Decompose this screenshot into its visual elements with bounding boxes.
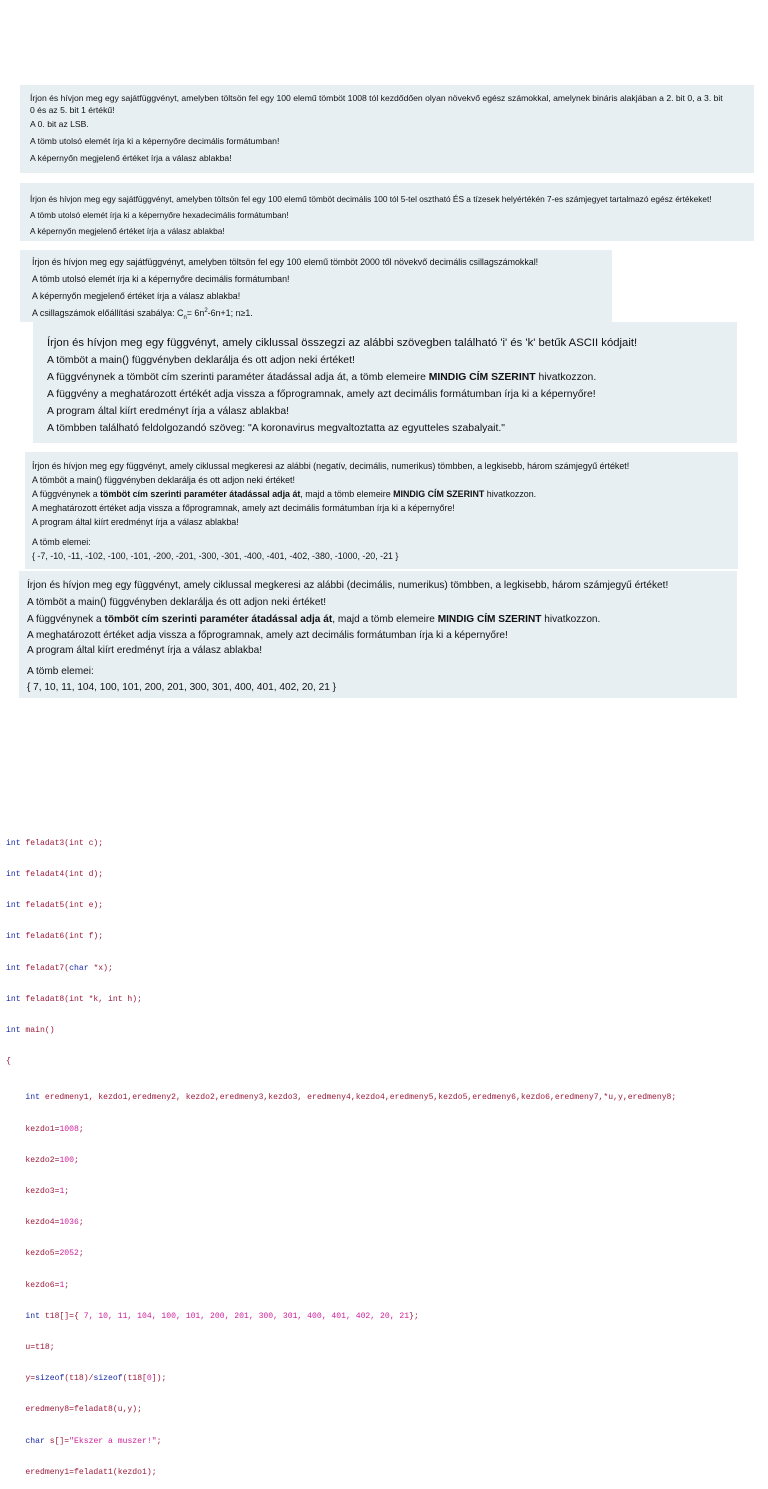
- task-4-line-3-post: hivatkozzon.: [535, 372, 597, 383]
- code-text: eredmeny8=feladat8(u,y);: [6, 1405, 142, 1415]
- task-6-line-5: A program által kiírt eredményt írja a válasz ablakba!: [27, 645, 263, 656]
- code-number: 1008: [59, 1124, 79, 1134]
- code-keyword: int: [6, 994, 21, 1004]
- code-number: 1036: [59, 1218, 79, 1228]
- formula-prefix: A csillagszámok előállítási szabálya: C: [32, 308, 184, 318]
- code-text: (t18)/: [64, 1374, 94, 1384]
- task-5-line-3: [32, 487, 731, 501]
- formula-sub: n: [183, 314, 187, 321]
- task-3-box: [20, 250, 612, 322]
- code-text: kezdo1=: [6, 1124, 60, 1134]
- code-keyword: int: [6, 1311, 40, 1321]
- code-line: kezdo4=1036;: [6, 1218, 84, 1228]
- formula-sup: 2: [204, 308, 208, 315]
- task-6-line-3-bold-2: MINDIG CÍM SZERINT: [437, 614, 542, 625]
- task-1-box: [20, 85, 754, 173]
- code-line: [6, 932, 766, 942]
- code-text: ;: [156, 1436, 162, 1446]
- task-3-line-2: A tömb utolsó elemét írja ki a képernyőre decimális formátumban!: [32, 274, 290, 284]
- code-keyword: int: [6, 870, 21, 880]
- code-keyword: sizeof: [35, 1374, 65, 1384]
- task-4-line-3-bold: MINDIG CÍM SZERINT: [428, 372, 536, 383]
- code-brace: {: [6, 1057, 11, 1067]
- code-text: eredmeny1, kezdo1,eredmeny2, kezdo2,eredmeny3,kezdo3, eredmeny4,kezdo4,eredmeny5,kezdo5,eredmeny6,kezdo6,eredmeny7,*u,y,eredmeny8;: [40, 1093, 677, 1103]
- code-line: [6, 901, 766, 911]
- task-5-line-1: Írjon és hívjon meg egy függvényt, amely ciklussal megkeresi az alábbi (negatív, decimális, numerikus) tömbben, a legkisebb, három számjegyű értéket!: [32, 461, 630, 471]
- code-line: [6, 1057, 766, 1067]
- code-line: [6, 995, 766, 1005]
- code-text: feladat8(int *k, int h);: [20, 994, 143, 1004]
- code-text: *x);: [88, 963, 113, 973]
- task-5-line-3-bold-1: tömböt cím szerinti paraméter átadással adja át: [100, 489, 301, 499]
- code-keyword: char: [69, 963, 89, 973]
- code-keyword: int: [6, 1026, 21, 1036]
- task-4-line-2: A tömböt a main() függvényben deklarálja és ott adjon neki értéket!: [47, 355, 355, 366]
- task-5-line-3-post: hivatkozzon.: [484, 489, 537, 499]
- code-text: kezdo6=: [6, 1280, 60, 1290]
- task-5-line-2: A tömböt a main() függvényben deklarálja és ott adjon neki értéket!: [32, 475, 295, 485]
- code-text: feladat7(: [20, 963, 70, 973]
- task-6-line-6: A tömb elemei:: [27, 666, 94, 677]
- code-line: [6, 1437, 766, 1447]
- task-4-line-4: A függvény a meghatározott értékét adja vissza a főprogramnak, amely azt decimális formátumban írja ki a képernyőre!: [47, 389, 596, 400]
- task-3-line-1: Írjon és hívjon meg egy sajátfüggvényt, amelyben töltsön fel egy 100 elemű tömböt 2000 től növekvő decimális csillagszámokkal!: [32, 257, 539, 267]
- code-text: feladat6(int f);: [20, 932, 104, 942]
- code-line: [6, 1405, 766, 1415]
- code-line: [6, 1093, 766, 1103]
- task-5-array: { -7, -10, -11, -102, -100, -101, -200, -201, -300, -301, -400, -401, -402, -380, -1000, -20, -21 }: [32, 551, 399, 561]
- task-5-line-3-mid: , majd a tömb elemeire: [300, 489, 394, 499]
- task-6-line-3-mid: , majd a tömb elemeire: [332, 614, 438, 625]
- task-5-line-3-pre: A függvénynek a: [32, 489, 101, 499]
- task-4-box: [33, 322, 737, 443]
- task-5-line-6: A tömb elemei:: [32, 537, 91, 547]
- code-line: kezdo5=2052;: [6, 1249, 84, 1259]
- task-4-line-3: [47, 369, 723, 386]
- task-5-line-3-bold-2: MINDIG CÍM SZERINT: [393, 489, 485, 499]
- code-number: 7, 10, 11, 104, 100, 101, 200, 201, 300, 301, 400, 401, 402, 20, 21: [78, 1311, 410, 1321]
- code-line: kezdo2=100;: [6, 1155, 79, 1165]
- task-6-line-3-post: hivatkozzon.: [541, 614, 601, 625]
- code-line: [6, 1026, 766, 1036]
- code-keyword: sizeof: [93, 1374, 123, 1384]
- code-text: };: [409, 1311, 419, 1321]
- task-6-line-1: Írjon és hívjon meg egy függvényt, amely ciklussal megkeresi az alábbi (decimális, numerikus) tömbben, a legkisebb, három számjegyű értéket!: [27, 580, 669, 591]
- task-1-line-1: Írjon és hívjon meg egy sajátfüggvényt, amelyben töltsön fel egy 100 elemű tömböt 1008 tól kezdődően olyan növekvő egész számokkal, amelynek bináris alakjában a 2. bit 0, a 3. bit: [30, 93, 723, 103]
- task-2-line-3: A képernyőn megjelenő értéket írja a válasz ablakba!: [30, 226, 225, 236]
- code-text: t18[]={: [40, 1311, 79, 1321]
- task-6-line-3-bold-1: tömböt cím szerinti paraméter átadással adja át: [104, 614, 333, 625]
- code-text: feladat3(int c);: [20, 838, 104, 848]
- code-line: [6, 839, 766, 849]
- task-6-line-3-pre: A függvénynek a: [27, 614, 105, 625]
- code-keyword: int: [6, 1093, 40, 1103]
- code-text: kezdo4=: [6, 1218, 60, 1228]
- task-3-line-3: A képernyőn megjelenő értéket írja a válasz ablakba!: [32, 291, 241, 301]
- code-text: main(): [20, 1026, 55, 1036]
- code-keyword: int: [6, 838, 21, 848]
- code-line: [6, 1312, 766, 1322]
- code-line: [6, 964, 766, 974]
- task-6-box: [19, 571, 737, 698]
- task-2-line-2: A tömb utolsó elemét írja ki a képernyőre hexadecimális formátumban!: [30, 210, 289, 220]
- task-6-line-3: [27, 611, 729, 628]
- code-keyword: int: [6, 901, 21, 911]
- code-text: ]);: [151, 1374, 167, 1384]
- task-6-line-4: A meghatározott értéket adja vissza a főprogramnak, amely azt decimális formátumban írja ki a képernyőre!: [27, 630, 508, 641]
- code-keyword: int: [6, 963, 21, 973]
- task-1-line-2: 0 és az 5. bit 1 értékű!: [30, 105, 115, 115]
- code-number: 0: [146, 1374, 152, 1384]
- task-3-formula: [32, 305, 600, 322]
- code-keyword: int: [6, 932, 21, 942]
- task-4-line-1: Írjon és hívjon meg egy függvényt, amely ciklussal összegzi az alábbi szövegben található 'i' és 'k' betűk ASCII kódjait!: [47, 337, 638, 349]
- code-line: [6, 1374, 766, 1384]
- code-text: kezdo2=: [6, 1155, 60, 1165]
- task-4-line-6: A tömbben található feldolgozandó szöveg: "A koronavirus megvaltoztatta az egyutteles szabalyait.": [47, 423, 505, 434]
- code-text: feladat5(int e);: [20, 901, 104, 911]
- code-number: 1: [59, 1280, 65, 1290]
- code-text: feladat4(int d);: [20, 870, 104, 880]
- code-text: kezdo3=: [6, 1187, 60, 1197]
- task-2-box: [20, 183, 754, 241]
- code-number: 100: [59, 1155, 75, 1165]
- code-text: kezdo5=: [6, 1249, 60, 1259]
- code-text: y=: [6, 1374, 36, 1384]
- code-string: "Ekszer a muszer!": [69, 1436, 157, 1446]
- code-text: eredmeny1=feladat1(kezdo1);: [6, 1467, 157, 1477]
- formula-mid: = 6n: [186, 308, 205, 318]
- code-line: [6, 870, 766, 880]
- task-4-line-3-pre: A függvénynek a tömböt cím szerinti paraméter átadással adja át, a tömb elemeire: [47, 372, 429, 383]
- task-6-line-2: A tömböt a main() függvényben deklarálja és ott adjon neki értéket!: [27, 597, 327, 608]
- code-number: 1: [59, 1187, 65, 1197]
- task-5-box: [25, 452, 738, 569]
- task-5-line-4: A meghatározott értéket adja vissza a főprogramnak, amely azt decimális formátumban írja ki a képernyőre!: [32, 503, 455, 513]
- code-line: [6, 1468, 766, 1478]
- formula-rest: -6n+1; n≥1.: [207, 308, 253, 318]
- task-1-line-3: A 0. bit az LSB.: [30, 119, 89, 129]
- code-text: u=t18;: [6, 1343, 55, 1353]
- code-keyword: char: [6, 1436, 45, 1446]
- task-1-line-4: A tömb utolsó elemét írja ki a képernyőre decimális formátumban!: [30, 136, 280, 146]
- code-line: [6, 1343, 766, 1353]
- code-text: (t18[: [122, 1374, 147, 1384]
- code-line: kezdo3=1;: [6, 1187, 70, 1197]
- task-5-line-5: A program által kiírt eredményt írja a válasz ablakba!: [32, 517, 239, 527]
- code-line: kezdo6=1;: [6, 1280, 70, 1290]
- code-line: kezdo1=1008;: [6, 1124, 84, 1134]
- task-1-line-5: A képernyőn megjelenő értéket írja a válasz ablakba!: [30, 153, 232, 163]
- task-4-line-5: A program által kiírt eredményt írja a válasz ablakba!: [47, 406, 289, 417]
- code-number: 2052: [59, 1249, 79, 1259]
- code-listing: [6, 818, 766, 1489]
- task-6-array: { 7, 10, 11, 104, 100, 101, 200, 201, 300, 301, 400, 401, 402, 20, 21 }: [27, 682, 337, 693]
- task-2-line-1: Írjon és hívjon meg egy sajátfüggvényt, amelyben töltsön fel egy 100 elemű tömböt decimális 100 tól 5-tel osztható ÉS a tízesek helyértékén 7-es számjegyet tartalmazó egész értékeket!: [30, 194, 712, 204]
- code-text: s[]=: [44, 1436, 70, 1446]
